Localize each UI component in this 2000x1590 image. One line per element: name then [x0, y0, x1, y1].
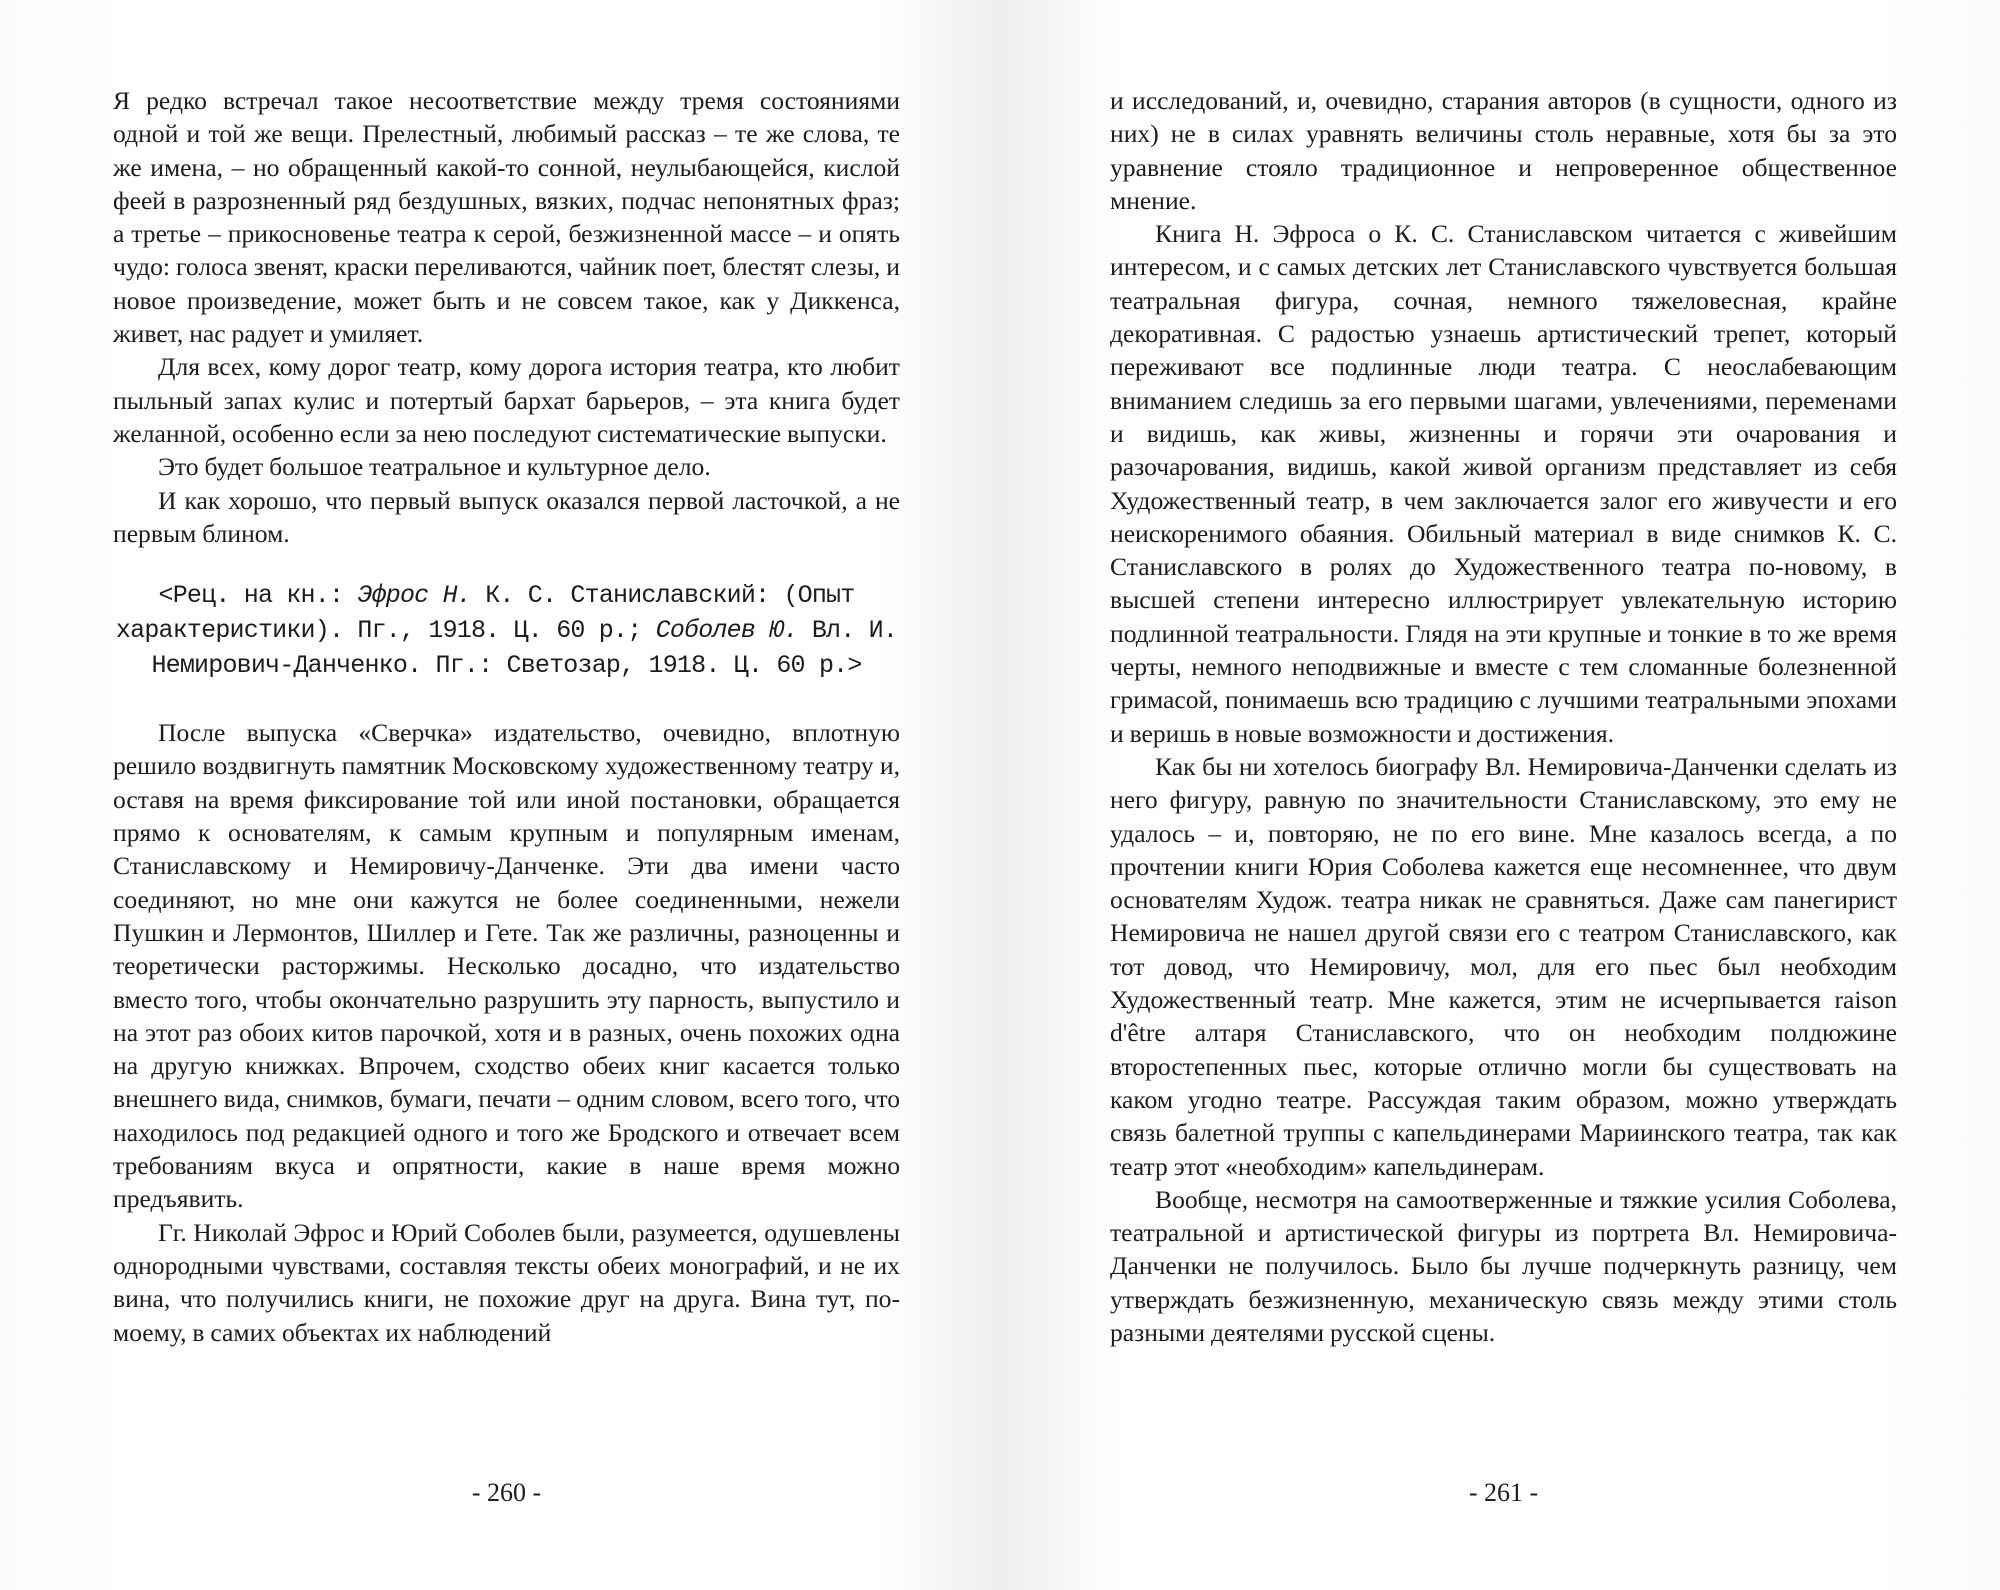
right-page-text: [1110, 84, 1897, 1349]
paragraph: Гг. Николай Эфрос и Юрий Соболев были, разумеется, одушевлены однородными чувствами, составляя тексты обеих монографий, и не их вина, что получились книги, не похожие друг на друга. Вина тут, по-моему, в самих объектах их наблюдений: [113, 1217, 900, 1347]
review-citation: [113, 578, 900, 683]
paragraph: Я редко встречал такое несоответствие между тремя состояниями одной и той же вещи. Прелестный, любимый рассказ – те же слова, те же имена, – но обращенный какой-то сонной, неулыбающейся, кислой феей в разрозненный ряд бездушных, вязких, подчас непонятных фраз; а третье – прикосновенье театра к серой, безжизненной массе – и опять чудо: голоса звенят, краски переливаются, чайник поет, блестят слезы, и новое произведение, может быть и не совсем такое, как у Диккенса, живет, нас радует и умиляет.: [113, 86, 900, 349]
citation-author-efros: Эфрос Н.: [357, 581, 471, 611]
paragraph: Как бы ни хотелось биографу Вл. Немировича-Данченки сделать из него фигуру, равную по значительности Станиславскому, это ему не удалось – и, повторяю, не по его вине. Мне казалось всегда, а по прочтении книги Юрия Соболева кажется еще несомненнее, что двум основателям Худож. театра никак не сравняться. Даже сам панегирист Немировича не нашел другой связи его с театром Станиславского, как тот довод, что Немировичу, мол, для его пьес был необходим Художественный театр. Мне кажется, этим не исчерпывается raison d'être алтаря Станиславского, что он необходим полдюжине второстепенных пьес, которые отлично могли бы существовать на каком угодно театре. Рассуждая таким образом, можно утверждать связь балетной труппы с капельдинерами Мариинского театра, так как театр этот «необходим» капельдинерам.: [1110, 751, 1897, 1181]
citation-part-one: К. С. Станиславский: (Опыт характеристики). Пг., 1918. Ц. 60 р.;: [115, 581, 855, 646]
citation-prefix: <Рец. на кн.:: [158, 581, 358, 611]
page-number-left: - 260 -: [471, 1478, 542, 1507]
citation-part-two: Вл. И. Немирович-Данченко. Пг.: Светозар, 1918. Ц. 60 р.>: [151, 616, 898, 681]
paragraph: Книга Н. Эфроса о К. С. Станиславском читается с живейшим интересом, и с самых детских лет Станиславского чувствуется большая театральная фигура, сочная, немного тяжеловесная, крайне декоративная. С радостью узнаешь артистический трепет, который переживают все подлинные люди театра. С неослабевающим вниманием следишь за его первыми шагами, увлечениями, переменами и видишь, как живы, жизненны и горячи эти очарования и разочарования, видишь, какой живой организм представляет из себя Художественный театр, в чем заключается залог его живучести и его неискоренимого обаяния. Обильный материал в виде снимков К. С. Станиславского в ролях до Художественного театра по-новому, в высшей степени интересно иллюстрирует увлекательную историю подлинной театральности. Глядя на эти крупные и тонкие в то же время черты, немного неподвижные и вместе с тем сломанные болезненной гримасой, понимаешь всю традицию с лучшими театральными эпохами и веришь в новые возможности и достижения.: [1110, 219, 1897, 748]
paragraph: После выпуска «Сверчка» издательство, очевидно, вплотную решило воздвигнуть памятник Московскому художественному театру и, оставя на время фиксирование той или иной постановки, обращается прямо к основателям, к самым крупным и популярным именам, Станиславскому и Немировичу-Данченке. Эти два имени часто соединяют, но мне они кажутся не более соединенными, нежели Пушкин и Лермонтов, Шиллер и Гете. Так же различны, разноценны и теоретически расторжимы. Несколько досадно, что издательство вместо того, чтобы окончательно разрушить эту парность, выпустило и на этот раз обоих китов парочкой, хотя и в разных, очень похожих одна на другую книжках. Впрочем, сходство обеих книг касается только внешнего вида, снимков, бумаги, печати – одним словом, всего того, что находилось под редакцией одного и того же Бродского и отвечает всем требованиям вкуса и опрятности, какие в наше время можно предъявить.: [113, 718, 900, 1214]
paragraph: Для всех, кому дорог театр, кому дорога история театра, кто любит пыльный запах кулис и потертый бархат барьеров, – эта книга будет желанной, особенно если за нею последуют систематические выпуски.: [113, 352, 900, 448]
paragraph: Вообще, несмотря на самоотверженные и тяжкие усилия Соболева, театральной и артистической фигуры из портрета Вл. Немировича-Данченки не получилось. Было бы лучше подчеркнуть разницу, чем утверждать безжизненную, механическую связь между этими столь разными деятелями русской сцены.: [1110, 1184, 1897, 1347]
left-page-text: [113, 84, 900, 1349]
left-page: [113, 84, 900, 1504]
citation-author-sobolev: Соболев Ю.: [655, 616, 798, 646]
right-page: [1110, 84, 1897, 1504]
page-number-right: - 261 -: [1468, 1478, 1539, 1507]
paragraph: и исследований, и, очевидно, старания авторов (в сущности, одного из них) не в силах уравнять величины столь неравные, хотя бы за это уравнение стояло традиционное и непроверенное общественное мнение.: [1110, 86, 1897, 215]
paragraph: Это будет большое театральное и культурное дело.: [158, 452, 711, 482]
paragraph: И как хорошо, что первый выпуск оказался первой ласточкой, а не первым блином.: [113, 485, 900, 548]
